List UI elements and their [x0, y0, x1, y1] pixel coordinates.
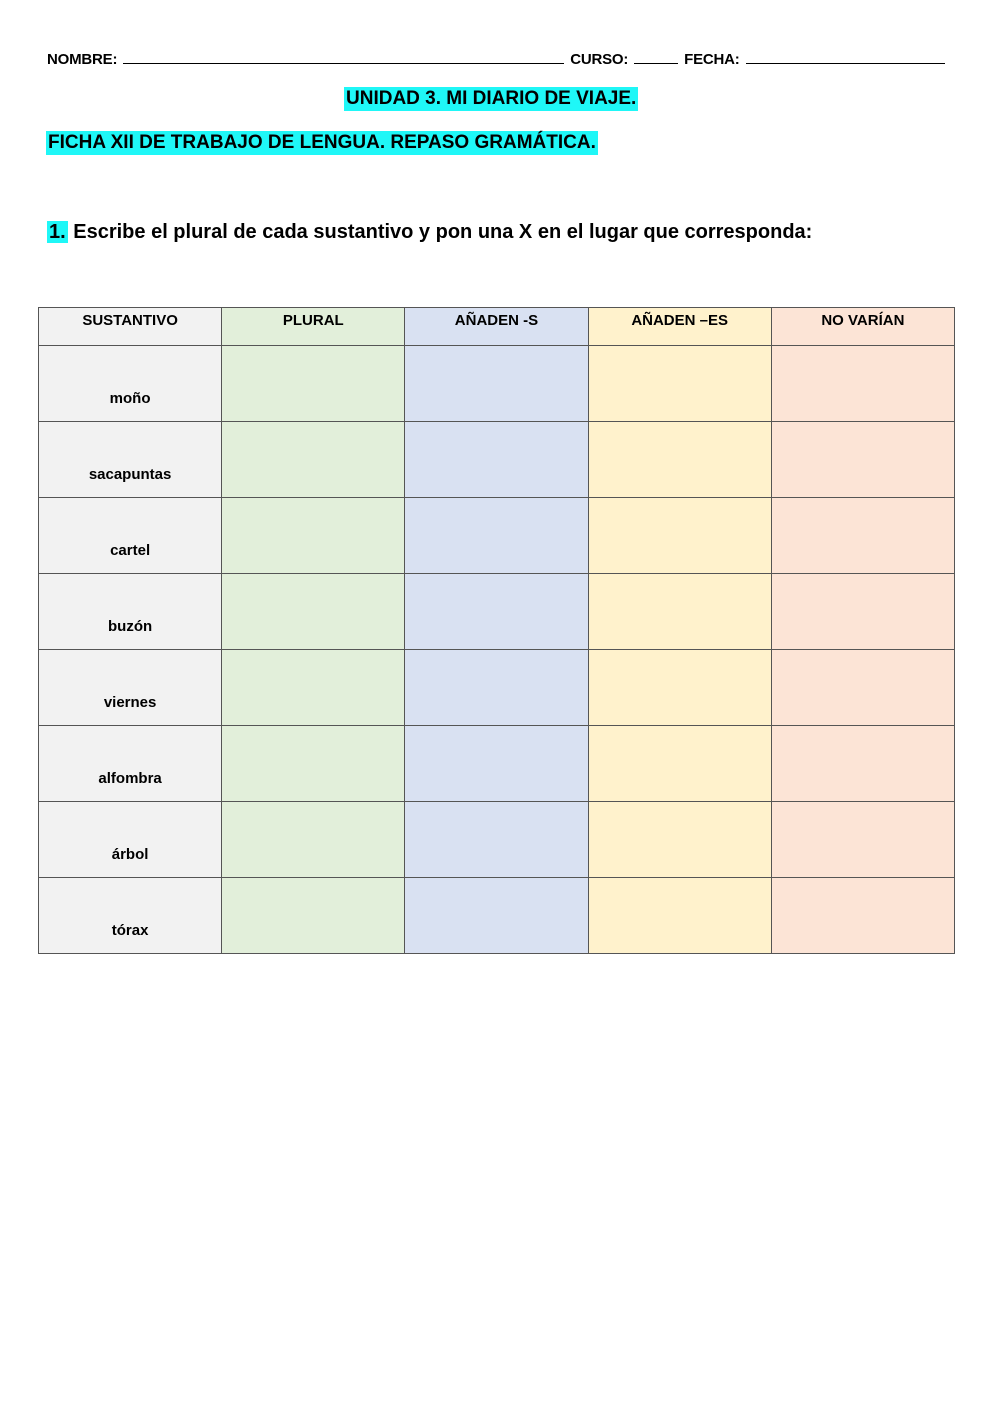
noun-cell: alfombra	[39, 726, 222, 802]
table-row	[39, 422, 955, 498]
no-change-mark-cell[interactable]	[771, 422, 954, 498]
add-s-mark-cell[interactable]	[405, 422, 588, 498]
no-change-mark-cell[interactable]	[771, 878, 954, 954]
add-es-mark-cell[interactable]	[588, 574, 771, 650]
no-change-mark-cell[interactable]	[771, 574, 954, 650]
table-row	[39, 726, 955, 802]
no-change-mark-cell[interactable]	[771, 726, 954, 802]
nombre-field[interactable]	[123, 49, 564, 64]
header-sustantivo: SUSTANTIVO	[39, 308, 222, 346]
noun-cell: cartel	[39, 498, 222, 574]
curso-label: CURSO:	[570, 51, 629, 68]
student-info-line	[47, 49, 952, 68]
table-row	[39, 498, 955, 574]
exercise-number: 1.	[49, 221, 66, 243]
fecha-field[interactable]	[746, 49, 945, 64]
add-es-mark-cell[interactable]	[588, 498, 771, 574]
no-change-mark-cell[interactable]	[771, 802, 954, 878]
no-change-mark-cell[interactable]	[771, 498, 954, 574]
add-s-mark-cell[interactable]	[405, 346, 588, 422]
add-es-mark-cell[interactable]	[588, 878, 771, 954]
noun-cell: árbol	[39, 802, 222, 878]
plural-table	[38, 307, 955, 954]
table-row	[39, 650, 955, 726]
curso-field[interactable]	[634, 49, 678, 64]
exercise-text: Escribe el plural de cada sustantivo y pon una X en el lugar que corresponda:	[67, 221, 813, 243]
no-change-mark-cell[interactable]	[771, 346, 954, 422]
plural-input-cell[interactable]	[222, 346, 405, 422]
fecha-label: FECHA:	[684, 51, 740, 68]
table-row	[39, 346, 955, 422]
plural-input-cell[interactable]	[222, 802, 405, 878]
plural-input-cell[interactable]	[222, 650, 405, 726]
add-es-mark-cell[interactable]	[588, 650, 771, 726]
noun-cell: tórax	[39, 878, 222, 954]
header-plural: PLURAL	[222, 308, 405, 346]
table-header-row	[39, 308, 955, 346]
header-anaden-s: AÑADEN -S	[405, 308, 588, 346]
plural-input-cell[interactable]	[222, 574, 405, 650]
plural-input-cell[interactable]	[222, 878, 405, 954]
nombre-label: NOMBRE:	[47, 51, 118, 68]
plural-input-cell[interactable]	[222, 422, 405, 498]
no-change-mark-cell[interactable]	[771, 650, 954, 726]
noun-cell: sacapuntas	[39, 422, 222, 498]
noun-cell: moño	[39, 346, 222, 422]
noun-cell: buzón	[39, 574, 222, 650]
exercise-instruction	[47, 221, 812, 244]
header-no-varian: NO VARÍAN	[771, 308, 954, 346]
table-row	[39, 802, 955, 878]
add-es-mark-cell[interactable]	[588, 346, 771, 422]
table-row	[39, 574, 955, 650]
add-es-mark-cell[interactable]	[588, 726, 771, 802]
table-row	[39, 878, 955, 954]
add-s-mark-cell[interactable]	[405, 574, 588, 650]
add-es-mark-cell[interactable]	[588, 802, 771, 878]
add-s-mark-cell[interactable]	[405, 650, 588, 726]
noun-cell: viernes	[39, 650, 222, 726]
plural-input-cell[interactable]	[222, 726, 405, 802]
plural-input-cell[interactable]	[222, 498, 405, 574]
header-anaden-es: AÑADEN –ES	[588, 308, 771, 346]
add-s-mark-cell[interactable]	[405, 726, 588, 802]
add-es-mark-cell[interactable]	[588, 422, 771, 498]
add-s-mark-cell[interactable]	[405, 498, 588, 574]
unit-title: UNIDAD 3. MI DIARIO DE VIAJE.	[346, 88, 637, 109]
add-s-mark-cell[interactable]	[405, 878, 588, 954]
sheet-title: FICHA XII DE TRABAJO DE LENGUA. REPASO GRAMÁTICA.	[48, 132, 596, 153]
add-s-mark-cell[interactable]	[405, 802, 588, 878]
